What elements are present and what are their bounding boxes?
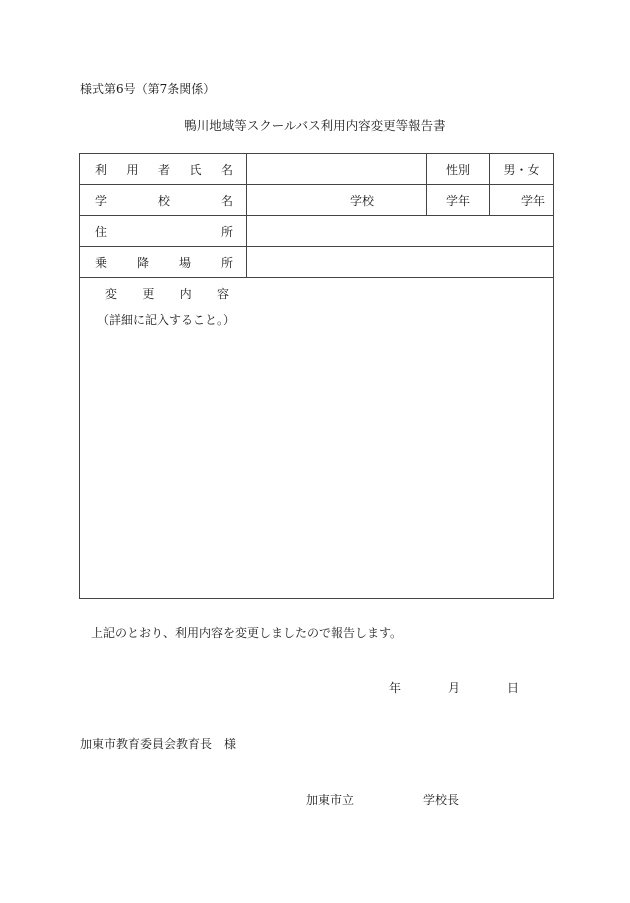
user-name-field[interactable] (247, 154, 427, 185)
addressee: 加東市教育委員会教育長 様 (80, 737, 237, 751)
row-school (80, 185, 554, 216)
bus-stop-field[interactable] (247, 247, 554, 278)
date-month-label: 月 (448, 681, 461, 695)
form-number: 様式第6号（第7条関係） (80, 82, 216, 96)
address-label-cell (80, 216, 247, 247)
gender-field[interactable]: 男・女 (490, 154, 554, 185)
school-name-field[interactable]: 学校 (247, 185, 427, 216)
signature-school-prefix: 加東市立 (306, 793, 355, 807)
date-year-label: 年 (389, 681, 402, 695)
user-name-label: 利 用 者 氏 名 (95, 162, 233, 177)
report-form-table (79, 153, 554, 599)
address-field[interactable] (247, 216, 554, 247)
row-change-details (80, 278, 554, 599)
row-bus-stop (80, 247, 554, 278)
bus-stop-label-cell (80, 247, 247, 278)
gender-label: 性別 (427, 154, 490, 185)
address-label: 住 所 (95, 224, 233, 239)
report-statement: 上記のとおり、利用内容を変更しましたので報告します。 (91, 626, 403, 640)
date-day-label: 日 (507, 681, 520, 695)
document-title: 鴨川地域等スクールバス利用内容変更等報告書 (184, 118, 446, 133)
school-label: 学 校 名 (95, 193, 233, 208)
row-user-name (80, 154, 554, 185)
change-details-note: （詳細に記入すること。） (97, 313, 236, 327)
row-address (80, 216, 554, 247)
change-details-field[interactable] (80, 278, 554, 599)
user-name-label-cell (80, 154, 247, 185)
grade-label: 学年 (427, 185, 490, 216)
school-label-cell (80, 185, 247, 216)
grade-field[interactable]: 学年 (490, 185, 554, 216)
bus-stop-label: 乗 降 場 所 (95, 255, 233, 270)
change-details-label: 変 更 内 容 (105, 287, 229, 301)
signature-principal-title: 学校長 (423, 793, 460, 807)
